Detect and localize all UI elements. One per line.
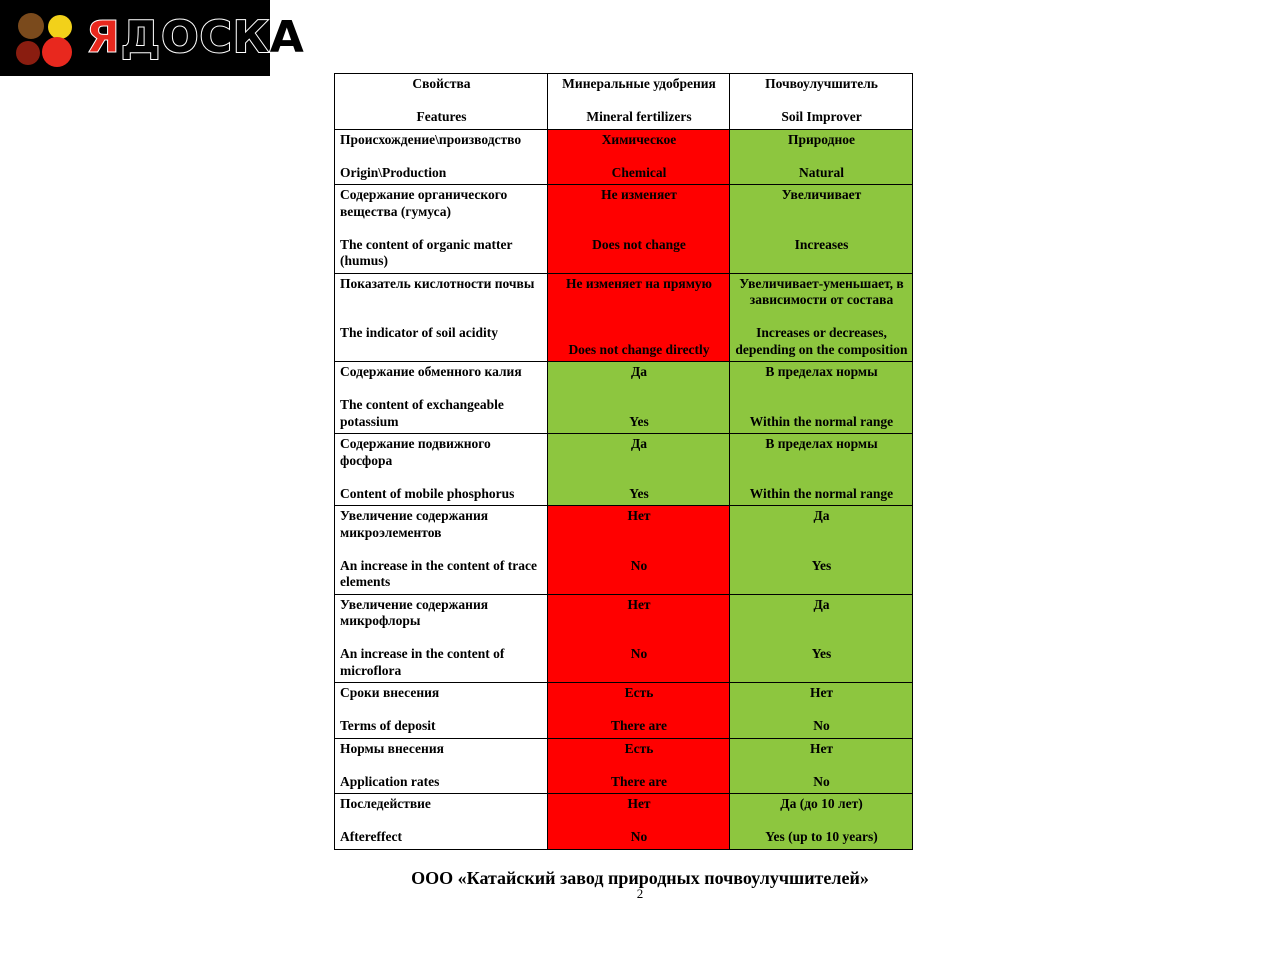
table-row	[335, 506, 913, 595]
fertilizer-value-en: Does not change directly	[568, 341, 710, 357]
improver-value-cell	[730, 794, 913, 850]
table-row	[335, 129, 913, 185]
fertilizer-value-ru: Да	[630, 436, 648, 451]
feature-cell	[335, 683, 548, 739]
improver-value-ru: Нет	[809, 740, 834, 756]
fertilizer-value-ru: Да	[630, 364, 648, 379]
fertilizer-value-ru: Нет	[627, 796, 651, 811]
fertilizer-value-cell	[548, 794, 730, 850]
table-row	[335, 794, 913, 850]
improver-value-en: Increases	[794, 236, 849, 252]
improver-value-ru: Да (до 10 лет)	[780, 796, 863, 811]
fertilizer-value-cell	[548, 506, 730, 595]
feature-label-en: An increase in the content of microflora	[340, 646, 505, 678]
improver-value-ru: Увеличивает	[781, 187, 862, 202]
feature-cell	[335, 738, 548, 794]
header-improver-ru: Почвоулучшитель	[765, 76, 878, 91]
fertilizer-value-cell	[548, 738, 730, 794]
fertilizer-value-en: No	[630, 646, 648, 661]
table-row	[335, 362, 913, 434]
improver-value-en: Within the normal range	[749, 485, 894, 501]
improver-value-en: Yes	[811, 557, 832, 573]
table-header-row	[335, 74, 913, 130]
improver-value-cell	[730, 738, 913, 794]
improver-value-en: Natural	[799, 164, 844, 180]
feature-label-ru: Увеличение содержания микрофлоры	[340, 596, 489, 628]
fertilizer-value-ru: Не изменяет на прямую	[566, 275, 712, 291]
improver-value-en: Yes	[811, 646, 832, 661]
comparison-table	[334, 73, 913, 850]
fertilizer-value-en: No	[630, 557, 648, 573]
improver-value-cell	[730, 129, 913, 185]
fertilizer-value-en: Chemical	[611, 164, 667, 180]
feature-label-ru: Содержание органического вещества (гумуса)	[340, 187, 508, 219]
fertilizer-value-ru: Химическое	[601, 131, 677, 147]
feature-cell	[335, 794, 548, 850]
logo-wordmark	[86, 12, 305, 63]
table-row	[335, 434, 913, 506]
table-row	[335, 185, 913, 274]
improver-value-cell	[730, 594, 913, 683]
improver-value-en: No	[813, 718, 830, 733]
feature-label-en: The content of organic matter (humus)	[340, 236, 513, 268]
header-cell-soil-improver	[730, 74, 913, 130]
improver-value-ru: Природное	[787, 131, 855, 147]
dark-red-dot-icon	[16, 41, 40, 65]
improver-value-ru: Нет	[809, 685, 834, 700]
feature-label-en: An increase in the content of trace elements	[340, 557, 537, 589]
improver-value-cell	[730, 434, 913, 506]
improver-value-en: Within the normal range	[749, 413, 894, 429]
feature-label-ru: Показатель кислотности почвы	[340, 275, 535, 291]
brand-logo	[0, 0, 305, 76]
logo-dots-graphic	[16, 9, 82, 67]
table-row	[335, 273, 913, 362]
fertilizer-value-cell	[548, 434, 730, 506]
page-number: 2	[636, 886, 644, 901]
improver-value-en: No	[813, 773, 830, 789]
feature-label-ru: Последействие	[340, 796, 431, 811]
logo-word-doska: ДОСКА	[120, 12, 305, 63]
improver-value-ru: Да	[813, 508, 830, 523]
fertilizer-value-en: There are	[610, 718, 668, 733]
table-row	[335, 683, 913, 739]
fertilizer-value-en: Does not change	[592, 236, 686, 252]
fertilizer-value-en: Yes	[629, 485, 649, 501]
feature-cell	[335, 129, 548, 185]
header-fertilizers-ru: Минеральные удобрения	[562, 76, 716, 91]
feature-label-ru: Содержание подвижного фосфора	[340, 436, 491, 468]
fertilizer-value-ru: Есть	[624, 740, 654, 756]
brown-dot-icon	[18, 13, 44, 39]
feature-cell	[335, 362, 548, 434]
feature-label-en: The indicator of soil acidity	[340, 325, 499, 340]
feature-label-en: Content of mobile phosphorus	[340, 485, 515, 501]
improver-value-en: Yes (up to 10 years)	[765, 829, 878, 844]
improver-value-cell	[730, 362, 913, 434]
fertilizer-value-ru: Нет	[627, 508, 651, 523]
fertilizer-value-cell	[548, 273, 730, 362]
header-cell-features	[335, 74, 548, 130]
feature-label-ru: Происхождение\производство	[340, 131, 522, 147]
feature-cell	[335, 594, 548, 683]
header-cell-mineral-fertilizers	[548, 74, 730, 130]
header-fertilizers-en: Mineral fertilizers	[586, 109, 692, 124]
fertilizer-value-cell	[548, 594, 730, 683]
improver-value-ru: Увеличивает-уменьшает, в зависимости от состава	[739, 275, 904, 307]
feature-label-en: Aftereffect	[340, 829, 402, 844]
company-footer: ООО «Катайский завод природных почвоулучшителей»	[411, 868, 869, 888]
feature-cell	[335, 506, 548, 595]
fertilizer-value-en: Yes	[629, 413, 649, 429]
header-improver-en: Soil Improver	[781, 109, 862, 124]
feature-label-ru: Сроки внесения	[340, 685, 440, 700]
logo-letter-ya: Я	[86, 12, 121, 63]
yellow-dot-icon	[48, 15, 72, 39]
feature-label-en: Terms of deposit	[340, 718, 436, 733]
feature-cell	[335, 185, 548, 274]
feature-label-en: The content of exchangeable potassium	[340, 397, 504, 429]
fertilizer-value-ru: Нет	[627, 596, 651, 612]
table-row	[335, 738, 913, 794]
feature-cell	[335, 434, 548, 506]
header-features-ru: Свойства	[412, 76, 471, 91]
improver-value-cell	[730, 506, 913, 595]
improver-value-cell	[730, 683, 913, 739]
improver-value-cell	[730, 273, 913, 362]
feature-label-en: Application rates	[340, 773, 440, 789]
improver-value-en: Increases or decreases, depending on the composition	[735, 325, 908, 357]
feature-label-en: Origin\Production	[340, 164, 447, 180]
improver-value-ru: В пределах нормы	[765, 364, 878, 379]
fertilizer-value-cell	[548, 683, 730, 739]
fertilizer-value-ru: Есть	[624, 685, 654, 700]
feature-label-ru: Нормы внесения	[340, 740, 444, 756]
improver-value-cell	[730, 185, 913, 274]
fertilizer-value-en: There are	[610, 773, 668, 789]
fertilizer-value-cell	[548, 362, 730, 434]
improver-value-ru: Да	[813, 596, 830, 612]
fertilizer-value-ru: Не изменяет	[601, 187, 677, 202]
comparison-table-container	[334, 73, 912, 850]
feature-label-ru: Содержание обменного калия	[340, 364, 522, 379]
fertilizer-value-en: No	[630, 829, 648, 844]
table-row	[335, 594, 913, 683]
improver-value-ru: В пределах нормы	[765, 436, 878, 451]
fertilizer-value-cell	[548, 185, 730, 274]
feature-label-ru: Увеличение содержания микроэлементов	[340, 508, 489, 540]
feature-cell	[335, 273, 548, 362]
red-dot-icon	[42, 37, 72, 67]
fertilizer-value-cell	[548, 129, 730, 185]
header-features-en: Features	[416, 109, 467, 124]
